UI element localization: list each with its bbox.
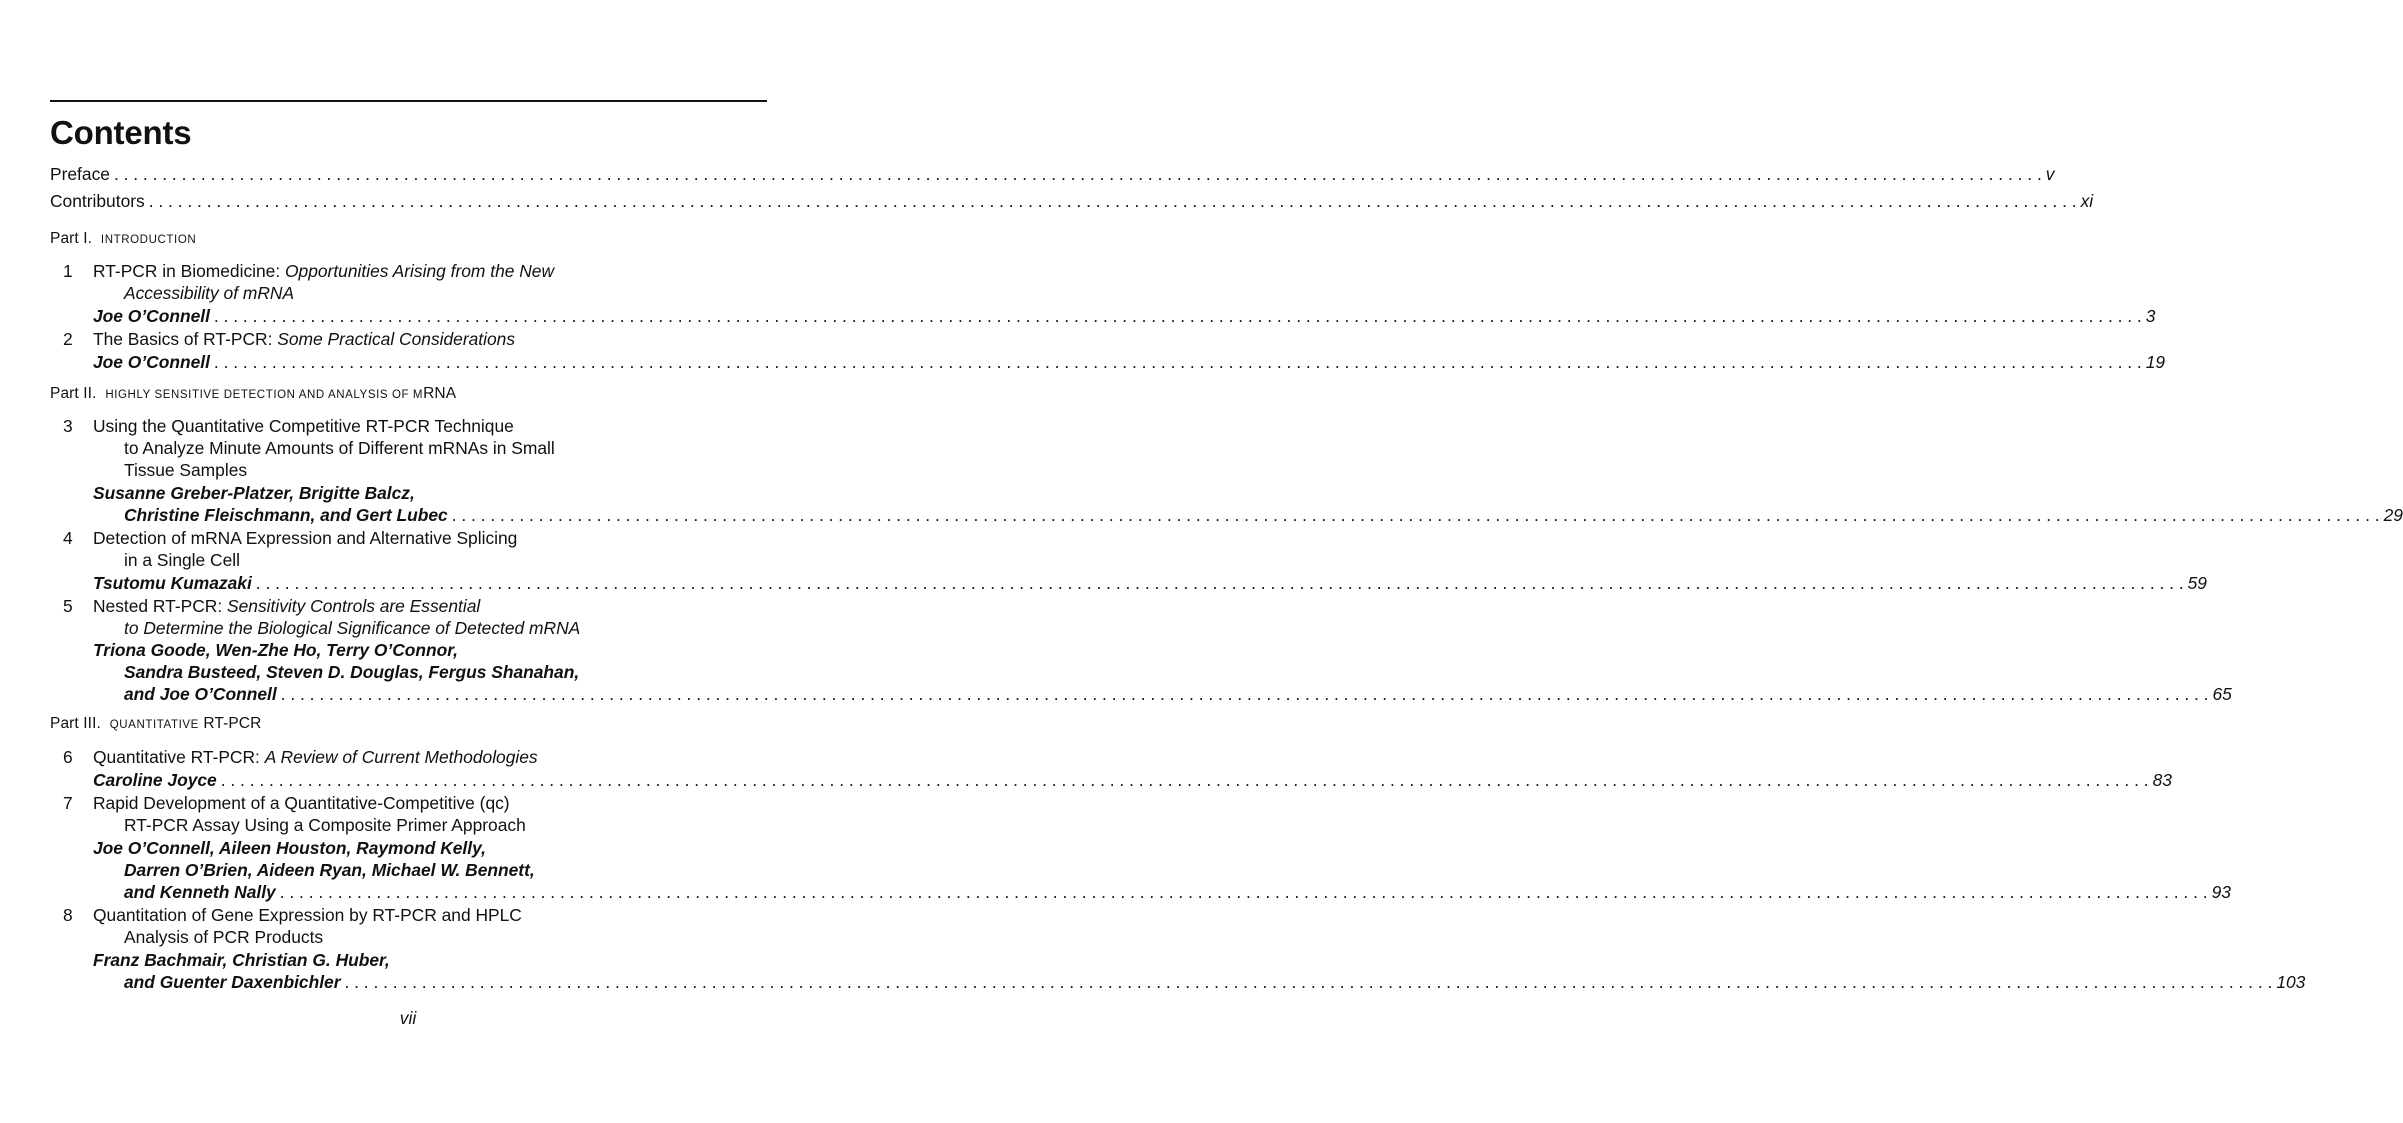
contributors-page: xi [2080, 191, 2094, 211]
chapter-3-author-line: Christine Fleischmann, and Gert Lubec . . . . . . . . . . . . . . . . . . . . . . . . . . . . . . . . . . . . . . . . . . . . . . . . . . . . . . . . . . . . . . . . . . . . . . . . . . . . . . . . . . . . . . . . . . . . . . . . . . . . . . . . . . . . . . . . . . . . . . . . . . . . . . . . . . . . . . . . . . . . . . . . . . . . . . . . . . . . . . . . . . . . . . . . . . . . . . . . . . . . . . . . . . . . . . . . . . . . . . . . 29 [124, 505, 2403, 525]
chapter-7-page: 93 [2211, 882, 2231, 902]
chapter-1-author-line: Joe O’Connell . . . . . . . . . . . . . . . . . . . . . . . . . . . . . . . . . . . . . . . . . . . . . . . . . . . . . . . . . . . . . . . . . . . . . . . . . . . . . . . . . . . . . . . . . . . . . . . . . . . . . . . . . . . . . . . . . . . . . . . . . . . . . . . . . . . . . . . . . . . . . . . . . . . . . . . . . . . . . . . . . . . . . . . . . . . . . . . . . . . . . . . . . . . . . . . . . . . . . . . . 3 [93, 306, 2156, 326]
chapter-2-page: 19 [2145, 352, 2166, 372]
chapter-6-author: Caroline Joyce [93, 770, 217, 790]
chapter-5-authors-cont: Sandra Busteed, Steven D. Douglas, Fergus Shanahan, [124, 662, 580, 682]
chapter-4-title[interactable]: 4 Detection of mRNA Expression and Alternative Splicing [63, 528, 518, 548]
chapter-8-author-line: and Guenter Daxenbichler . . . . . . . . . . . . . . . . . . . . . . . . . . . . . . . . . . . . . . . . . . . . . . . . . . . . . . . . . . . . . . . . . . . . . . . . . . . . . . . . . . . . . . . . . . . . . . . . . . . . . . . . . . . . . . . . . . . . . . . . . . . . . . . . . . . . . . . . . . . . . . . . . . . . . . . . . . . . . . . . . . . . . . . . . . . . . . . . . . . . . . . . . . . . . . . . . . . . . . . . 103 [124, 972, 2306, 992]
page-title: Contents [50, 114, 192, 151]
chapter-2-title[interactable]: 2 The Basics of RT-PCR: Some Practical Considerations [63, 329, 516, 349]
chapter-5-authors: Triona Goode, Wen-Zhe Ho, Terry O’Connor, [93, 640, 458, 660]
chapter-1-page: 3 [2145, 306, 2156, 326]
top-rule [50, 100, 767, 102]
chapter-1-title[interactable]: 1 RT-PCR in Biomedicine: Opportunities Arising from the New [63, 261, 555, 281]
preface-label: Preface [50, 164, 110, 184]
chapter-5-author-line: and Joe O’Connell . . . . . . . . . . . . . . . . . . . . . . . . . . . . . . . . . . . . . . . . . . . . . . . . . . . . . . . . . . . . . . . . . . . . . . . . . . . . . . . . . . . . . . . . . . . . . . . . . . . . . . . . . . . . . . . . . . . . . . . . . . . . . . . . . . . . . . . . . . . . . . . . . . . . . . . . . . . . . . . . . . . . . . . . . . . . . . . . . . . . . . . . . . . . . . . . . . . . . . . . 65 [124, 684, 2232, 704]
toc-entry-preface[interactable]: Preface . . . . . . . . . . . . . . . . . . . . . . . . . . . . . . . . . . . . . . . . . . . . . . . . . . . . . . . . . . . . . . . . . . . . . . . . . . . . . . . . . . . . . . . . . . . . . . . . . . . . . . . . . . . . . . . . . . . . . . . . . . . . . . . . . . . . . . . . . . . . . . . . . . . . . . . . . . . . . . . . . . . . . . . . . . . . . . . . . . . . . . . . . . . . . . . . . . . . . . . . v [50, 164, 2055, 184]
chapter-6-author-line: Caroline Joyce . . . . . . . . . . . . . . . . . . . . . . . . . . . . . . . . . . . . . . . . . . . . . . . . . . . . . . . . . . . . . . . . . . . . . . . . . . . . . . . . . . . . . . . . . . . . . . . . . . . . . . . . . . . . . . . . . . . . . . . . . . . . . . . . . . . . . . . . . . . . . . . . . . . . . . . . . . . . . . . . . . . . . . . . . . . . . . . . . . . . . . . . . . . . . . . . . . . . . . . . 83 [93, 770, 2172, 790]
contributors-label: Contributors [50, 191, 145, 211]
chapter-3-page: 29 [2383, 505, 2403, 525]
chapter-3-authors: Susanne Greber-Platzer, Brigitte Balcz, [93, 483, 415, 503]
chapter-1-author: Joe O’Connell [93, 306, 210, 326]
part-heading-1: Part I. INTRODUCTION [50, 230, 197, 247]
chapter-4-author: Tsutomu Kumazaki [93, 573, 252, 593]
chapter-1-title-cont: Accessibility of mRNA [124, 283, 295, 303]
chapter-8-authors-end: and Guenter Daxenbichler [124, 972, 341, 992]
chapter-4-title-cont: in a Single Cell [124, 550, 241, 570]
chapter-7-authors-end: and Kenneth Nally [124, 882, 276, 902]
part-heading-2: Part II. HIGHLY SENSITIVE DETECTION AND ANALYSIS OF MRNA [50, 385, 457, 402]
chapter-7-title[interactable]: 7 Rapid Development of a Quantitative-Competitive (qc) [63, 793, 510, 813]
chapter-7-authors: Joe O’Connell, Aileen Houston, Raymond Kelly, [93, 838, 486, 858]
chapter-3-title-cont: to Analyze Minute Amounts of Different mRNAs in Small [124, 438, 555, 458]
chapter-5-authors-end: and Joe O’Connell [124, 684, 277, 704]
chapter-5-page: 65 [2212, 684, 2232, 704]
chapter-6-page: 83 [2152, 770, 2172, 790]
chapter-8-authors: Franz Bachmair, Christian G. Huber, [93, 950, 390, 970]
chapter-4-author-line: Tsutomu Kumazaki . . . . . . . . . . . . . . . . . . . . . . . . . . . . . . . . . . . . . . . . . . . . . . . . . . . . . . . . . . . . . . . . . . . . . . . . . . . . . . . . . . . . . . . . . . . . . . . . . . . . . . . . . . . . . . . . . . . . . . . . . . . . . . . . . . . . . . . . . . . . . . . . . . . . . . . . . . . . . . . . . . . . . . . . . . . . . . . . . . . . . . . . . . . . . . . . . . . . . . . . 59 [93, 573, 2207, 593]
preface-page: v [2045, 164, 2055, 184]
chapter-6-title[interactable]: 6 Quantitative RT-PCR: A Review of Current Methodologies [63, 747, 538, 767]
chapter-3-title[interactable]: 3 Using the Quantitative Competitive RT-PCR Technique [63, 416, 514, 436]
chapter-7-author-line: and Kenneth Nally . . . . . . . . . . . . . . . . . . . . . . . . . . . . . . . . . . . . . . . . . . . . . . . . . . . . . . . . . . . . . . . . . . . . . . . . . . . . . . . . . . . . . . . . . . . . . . . . . . . . . . . . . . . . . . . . . . . . . . . . . . . . . . . . . . . . . . . . . . . . . . . . . . . . . . . . . . . . . . . . . . . . . . . . . . . . . . . . . . . . . . . . . . . . . . . . . . . . . . . . 93 [124, 882, 2231, 902]
chapter-8-page: 103 [2276, 972, 2306, 992]
chapter-7-title-cont: RT-PCR Assay Using a Composite Primer Approach [124, 815, 526, 835]
toc-entry-contributors[interactable]: Contributors . . . . . . . . . . . . . . . . . . . . . . . . . . . . . . . . . . . . . . . . . . . . . . . . . . . . . . . . . . . . . . . . . . . . . . . . . . . . . . . . . . . . . . . . . . . . . . . . . . . . . . . . . . . . . . . . . . . . . . . . . . . . . . . . . . . . . . . . . . . . . . . . . . . . . . . . . . . . . . . . . . . . . . . . . . . . . . . . . . . . . . . . . . . . . . . . . . . . . . . . xi [50, 191, 2094, 211]
page-folio: vii [399, 1008, 417, 1028]
chapter-5-title-cont: to Determine the Biological Significance of Detected mRNA [124, 618, 581, 638]
chapter-3-authors-cont: Christine Fleischmann, and Gert Lubec [124, 505, 448, 525]
chapter-2-author-line: Joe O’Connell . . . . . . . . . . . . . . . . . . . . . . . . . . . . . . . . . . . . . . . . . . . . . . . . . . . . . . . . . . . . . . . . . . . . . . . . . . . . . . . . . . . . . . . . . . . . . . . . . . . . . . . . . . . . . . . . . . . . . . . . . . . . . . . . . . . . . . . . . . . . . . . . . . . . . . . . . . . . . . . . . . . . . . . . . . . . . . . . . . . . . . . . . . . . . . . . . . . . . . . . 19 [93, 352, 2166, 372]
chapter-7-authors-cont: Darren O’Brien, Aideen Ryan, Michael W. Bennett, [124, 860, 535, 880]
chapter-4-page: 59 [2187, 573, 2207, 593]
chapter-2-author: Joe O’Connell [93, 352, 210, 372]
part-heading-3: Part III. QUANTITATIVE RT-PCR [50, 715, 262, 732]
chapter-5-title[interactable]: 5 Nested RT-PCR: Sensitivity Controls are Essential [63, 596, 481, 616]
chapter-8-title[interactable]: 8 Quantitation of Gene Expression by RT-PCR and HPLC [63, 905, 522, 925]
chapter-3-title-cont-2: Tissue Samples [124, 460, 248, 480]
chapter-8-title-cont: Analysis of PCR Products [124, 927, 324, 947]
